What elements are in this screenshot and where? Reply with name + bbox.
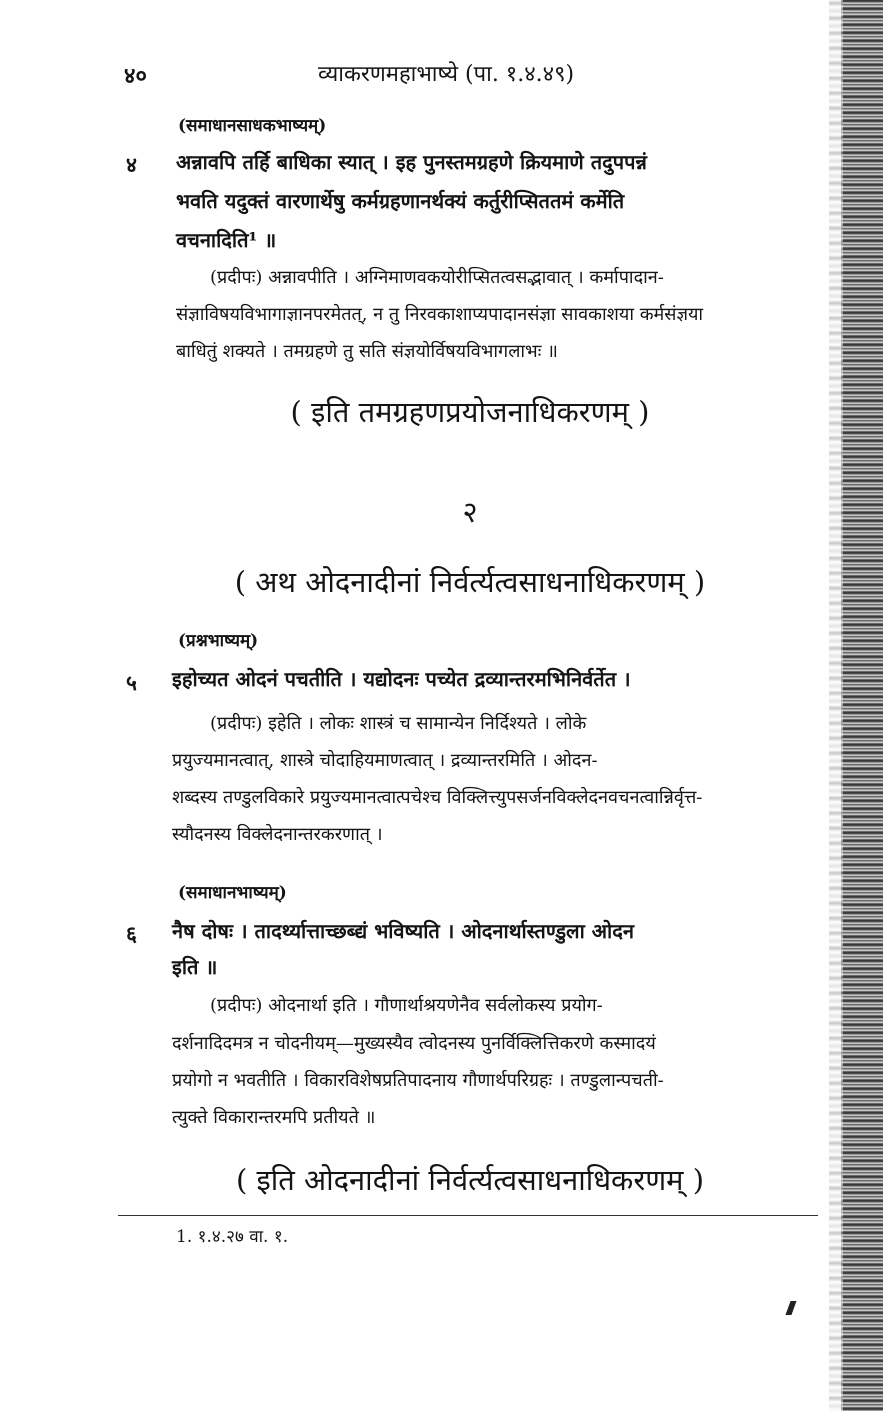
pradipa-line: शब्दस्य तण्डुलविकारे प्रयुज्यमानत्वात्पचेश्च विक्लित्त्युपसर्जनविक्लेदनवचनत्वान्निर्वृत्त- [172,787,703,808]
ink-mark [785,1301,796,1315]
footnote: 1. १.४.२७ वा. १. [176,1227,289,1247]
pradipa-line: (प्रदीपः) ओदनार्था इति । गौणार्थाश्रयणेनैव सर्वलोकस्य प्रयोग- [210,995,603,1016]
bhashya-line: इति ॥ [172,955,218,979]
paragraph-number: ४ [126,152,137,177]
pradipa-line: त्युक्ते विकारान्तरमपि प्रतीयते ॥ [172,1107,376,1128]
section-label: (प्रश्नभाष्यम्) [178,631,259,651]
bhashya-line: वचनादिति¹ ॥ [176,228,277,252]
page-number: ४० [124,63,147,89]
pradipa-line: (प्रदीपः) अन्नावपीति । अग्निमाणवकयोरीप्सितत्वसद्भावात् । कर्मापादान- [210,267,664,288]
pradipa-line: दर्शनादिदमत्र न चोदनीयम्—मुख्यस्यैव त्वोदनस्य पुनर्विक्लित्तिकरणे कस्मादयं [172,1033,656,1054]
page-edge-shadow [841,0,883,1411]
footnote-rule [118,1215,818,1216]
bhashya-line: भवति यदुक्तं वारणार्थेषु कर्मग्रहणानर्थक्यं कर्तुरीप्सिततमं कर्मेति [176,189,625,213]
page-edge-texture [829,0,843,1411]
paragraph-number: ५ [126,670,137,695]
bhashya-line: नैष दोषः । तादर्थ्यात्ताच्छब्द्यं भविष्यति । ओदनार्थास्तण्डुला ओदन [172,919,634,943]
closing-heading: ( इति ओदनादीनां निर्वर्त्यत्वसाधनाधिकरणम् ) [235,1163,705,1197]
section-label: (समाधानभाष्यम्) [178,883,287,903]
pradipa-line: प्रयुज्यमानत्वात्, शास्त्रे चोदाहियमाणत्वात् । द्रव्यान्तरमिति । ओदन- [172,750,598,771]
paragraph-number: ६ [126,921,137,946]
running-title: व्याकरणमहाभाष्ये (पा. १.४.४९) [318,62,575,87]
bhashya-line: अन्नावपि तर्हि बाधिका स्यात् । इह पुनस्तमग्रहणे क्रियमाणे तदुपपन्नं [176,150,647,174]
pradipa-line: प्रयोगो न भवतीति । विकारविशेषप्रतिपादनाय गौणार्थपरिग्रहः । तण्डुलान्पचती- [172,1070,664,1091]
pradipa-line: (प्रदीपः) इहेति । लोकः शास्त्रं च सामान्येन निर्दिश्यते । लोके [210,713,587,734]
section-number: २ [462,495,478,529]
pradipa-line: संज्ञाविषयविभागाज्ञानपरमेतत्, न तु निरवकाशाप्यपादानसंज्ञा सावकाशया कर्मसंज्ञया [176,304,704,325]
pradipa-line: बाधितुं शक्यते । तमग्रहणे तु सति संज्ञयोर्विषयविभागलाभः ॥ [176,341,558,362]
pradipa-line: स्यौदनस्य विक्लेदनान्तरकरणात् । [172,824,383,845]
section-label: (समाधानसाधकभाष्यम्) [178,116,327,136]
bhashya-line: इहोच्यत ओदनं पचतीति । यद्योदनः पच्येत द्रव्यान्तरमभिनिर्वर्तेत । [172,667,631,691]
opening-heading: ( अथ ओदनादीनां निर्वर्त्यत्वसाधनाधिकरणम् ) [234,565,706,599]
closing-heading: ( इति तमग्रहणप्रयोजनाधिकरणम् ) [290,395,650,429]
